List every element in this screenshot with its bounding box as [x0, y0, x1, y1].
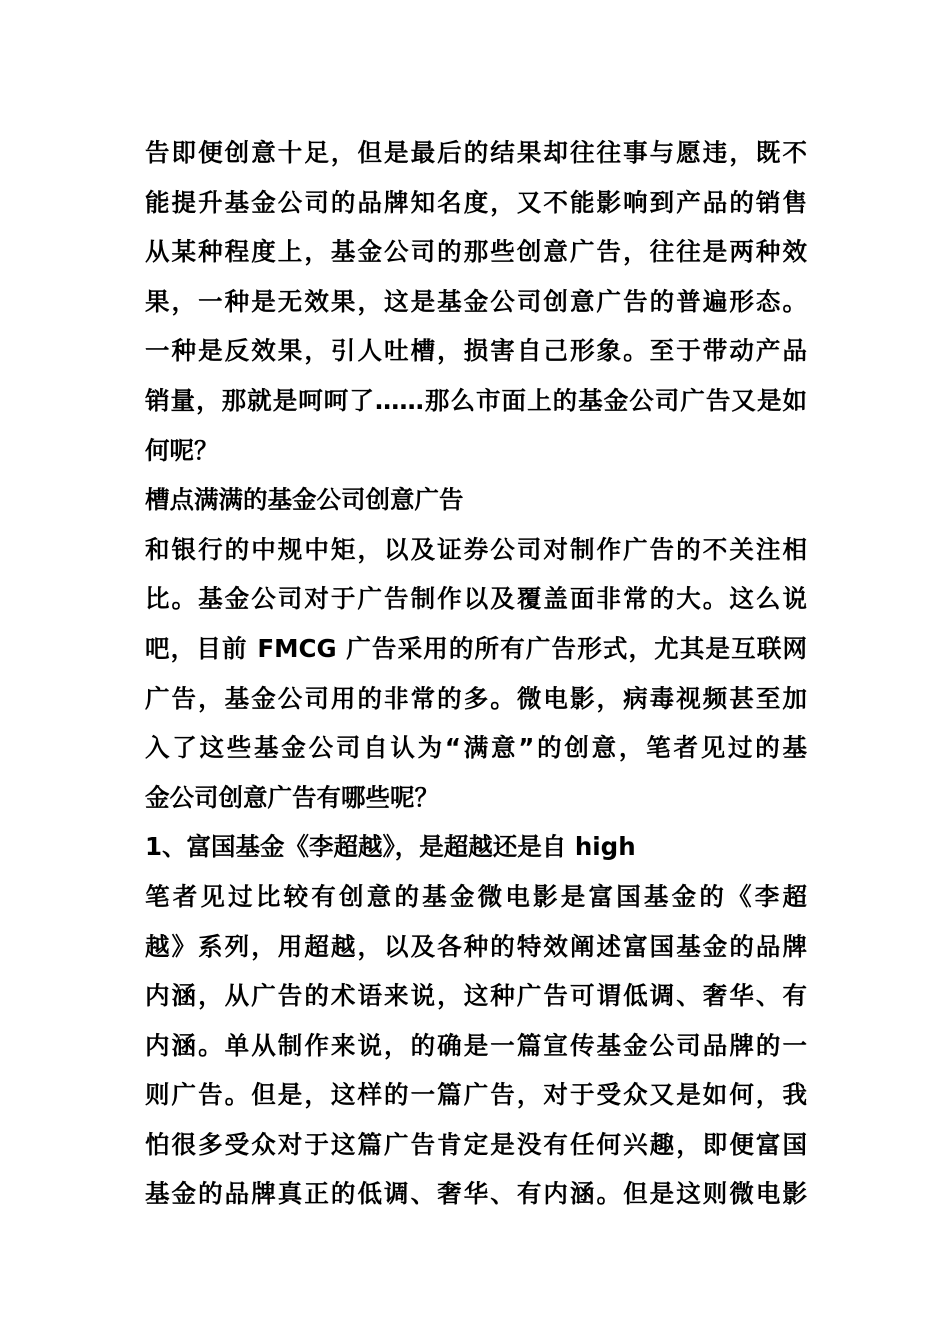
text-line: 销量，那就是呵呵了……那么市面上的基金公司广告又是如 — [145, 385, 807, 415]
text-line: 何呢？ — [145, 435, 219, 465]
text-line: 一种是反效果，引人吐槽，损害自己形象。至于带动产品 — [145, 336, 807, 366]
text-line: 广告，基金公司用的非常的多。微电影，病毒视频甚至加 — [145, 683, 807, 713]
text-line: 告即便创意十足，但是最后的结果却往往事与愿违，既不 — [145, 138, 807, 167]
text-line: 金公司创意广告有哪些呢？ — [145, 782, 439, 812]
text-line: 从某种程度上，基金公司的那些创意广告，往往是两种效 — [145, 237, 807, 267]
text-line: 怕很多受众对于这篇广告肯定是没有任何兴趣，即便富国 — [145, 1129, 807, 1159]
text-line: 基金的品牌真正的低调、奢华、有内涵。但是这则微电影 — [145, 1179, 807, 1209]
text-line: 笔者见过比较有创意的基金微电影是富国基金的《李超 — [145, 881, 807, 911]
text-line: 入了这些基金公司自认为“满意”的创意，笔者见过的基 — [145, 733, 807, 763]
text-line: 能提升基金公司的品牌知名度，又不能影响到产品的销售 — [145, 187, 807, 217]
subsection-heading: 1、富国基金《李超越》，是超越还是自 high — [145, 832, 636, 862]
text-line: 则广告。但是，这样的一篇广告，对于受众又是如何，我 — [145, 1080, 807, 1110]
text-line: 和银行的中规中矩，以及证券公司对制作广告的不关注相 — [145, 534, 807, 564]
text-line: 越》系列，用超越，以及各种的特效阐述富国基金的品牌 — [145, 931, 807, 961]
text-line: 吧，目前 FMCG 广告采用的所有广告形式，尤其是互联网 — [145, 633, 807, 663]
document-body — [145, 128, 807, 1219]
section-heading: 槽点满满的基金公司创意广告 — [145, 485, 464, 515]
text-line: 果，一种是无效果，这是基金公司创意广告的普遍形态。 — [145, 286, 807, 316]
text-line: 内涵，从广告的术语来说，这种广告可谓低调、奢华、有 — [145, 981, 807, 1011]
text-line: 内涵。单从制作来说，的确是一篇宣传基金公司品牌的一 — [145, 1030, 807, 1060]
text-line: 比。基金公司对于广告制作以及覆盖面非常的大。这么说 — [145, 584, 807, 614]
